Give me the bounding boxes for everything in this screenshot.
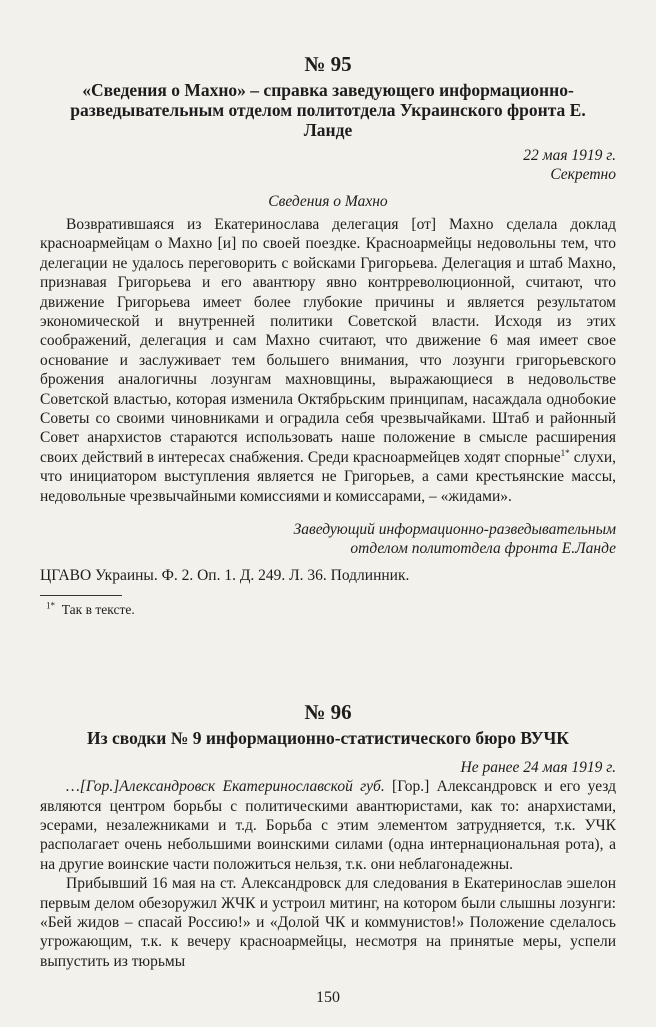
signature-line: Заведующий информационно-разведывательным bbox=[293, 521, 616, 539]
footnote-text: Так в тексте. bbox=[61, 602, 135, 618]
document-title: «Сведения о Махно» – справка заведующего информационно-разведывательным отделом политотдела Украинского фронта Е. Ланде bbox=[70, 80, 586, 140]
document-date: 22 мая 1919 г. bbox=[523, 147, 616, 164]
footnote-divider bbox=[40, 595, 122, 596]
document-date: Не ранее 24 мая 1919 г. bbox=[460, 759, 616, 777]
body-paragraph bbox=[40, 777, 616, 874]
archive-reference: ЦГАВО Украины. Ф. 2. Оп. 1. Д. 249. Л. 36. Подлинник. bbox=[40, 567, 410, 585]
document-title: Из сводки № 9 информационно-статистического бюро ВУЧК bbox=[86, 728, 569, 749]
classification-label: Секретно bbox=[550, 166, 616, 183]
document-95 bbox=[40, 52, 616, 618]
footnote bbox=[46, 601, 616, 618]
page-number: 150 bbox=[316, 989, 340, 1006]
document-number: № 95 bbox=[304, 52, 352, 76]
document-96 bbox=[40, 700, 616, 971]
document-subheading: Сведения о Махно bbox=[268, 193, 388, 210]
body-paragraph: Прибывший 16 мая на ст. Александровск для следования в Екатеринослав эшелон первым делом обезоружил ЖЧК и устроил митинг, на котором были слышны лозунги: «Бей жидов – спасай Россию!» и «Долой ЧК и коммунистов!» Положение сделалось угрожающим, т.к. к вечеру красноармейцы, несмотря на принятые меры, успели выпустить из тюрьмы bbox=[40, 875, 616, 970]
signature-line: отделом политотдела фронта Е.Ланде bbox=[350, 540, 616, 558]
body-text: слухи, что инициатором выступления является не Григорьев, а сами крестьянские массы, недовольные чрезвычайными комиссиями и комиссарами, – «жидами». bbox=[40, 448, 616, 505]
signature-block bbox=[40, 520, 616, 558]
body-text: Возвратившаяся из Екатеринослава делегация [от] Махно сделала доклад красноармейцам о Махно [и] по своей поездке. Красноармейцы недовольны тем, что делегации не удалось переговорить с войсками Григорьева. Делегация и штаб Махно, признавая Григорьева и его авантюру явно контрреволюционной, считают, что движение Григорьева имеет более глубокие причины и является результатом экономической и внутренней политики Советской власти. Исходя из этих соображений, делегация и сам Махно считают, что движение 6 мая имеет свое основание и заслуживает тем большего внимания, что лозунги григорьевского брожения аналогичны лозунгам махновщины, выражающиеся в недовольстве Советской властью, которая изменила Октябрьским принципам, насаждала однобокие Советы со своими чиновниками и оградила себя чрезвычайками. Штаб и районный Совет анархистов стараются использовать наше положение в смысле расширения своих действий в интересах снабжения. Среди красноармейцев ходят спорные bbox=[40, 216, 616, 466]
place-heading: …[Гор.]Александровск Екатеринославской губ. bbox=[66, 778, 385, 796]
body-paragraph bbox=[40, 215, 616, 506]
document-number: № 96 bbox=[304, 700, 352, 725]
footnote-reference: 1* bbox=[560, 447, 570, 458]
footnote-marker: 1* bbox=[46, 600, 55, 611]
body-text: [Гор.] Александровск и его уезд являются центром борьбы с политическими авантюристами, как то: анархистами, эсерами, незалежниками и т.д. Борьба с этим элементом затрудняется, т.к. УЧК располагает очень небольшими воинскими силами (одна интернациональная рота), а на другие воинские части положиться нельзя, т.к. они неблагонадежны. bbox=[40, 778, 616, 873]
